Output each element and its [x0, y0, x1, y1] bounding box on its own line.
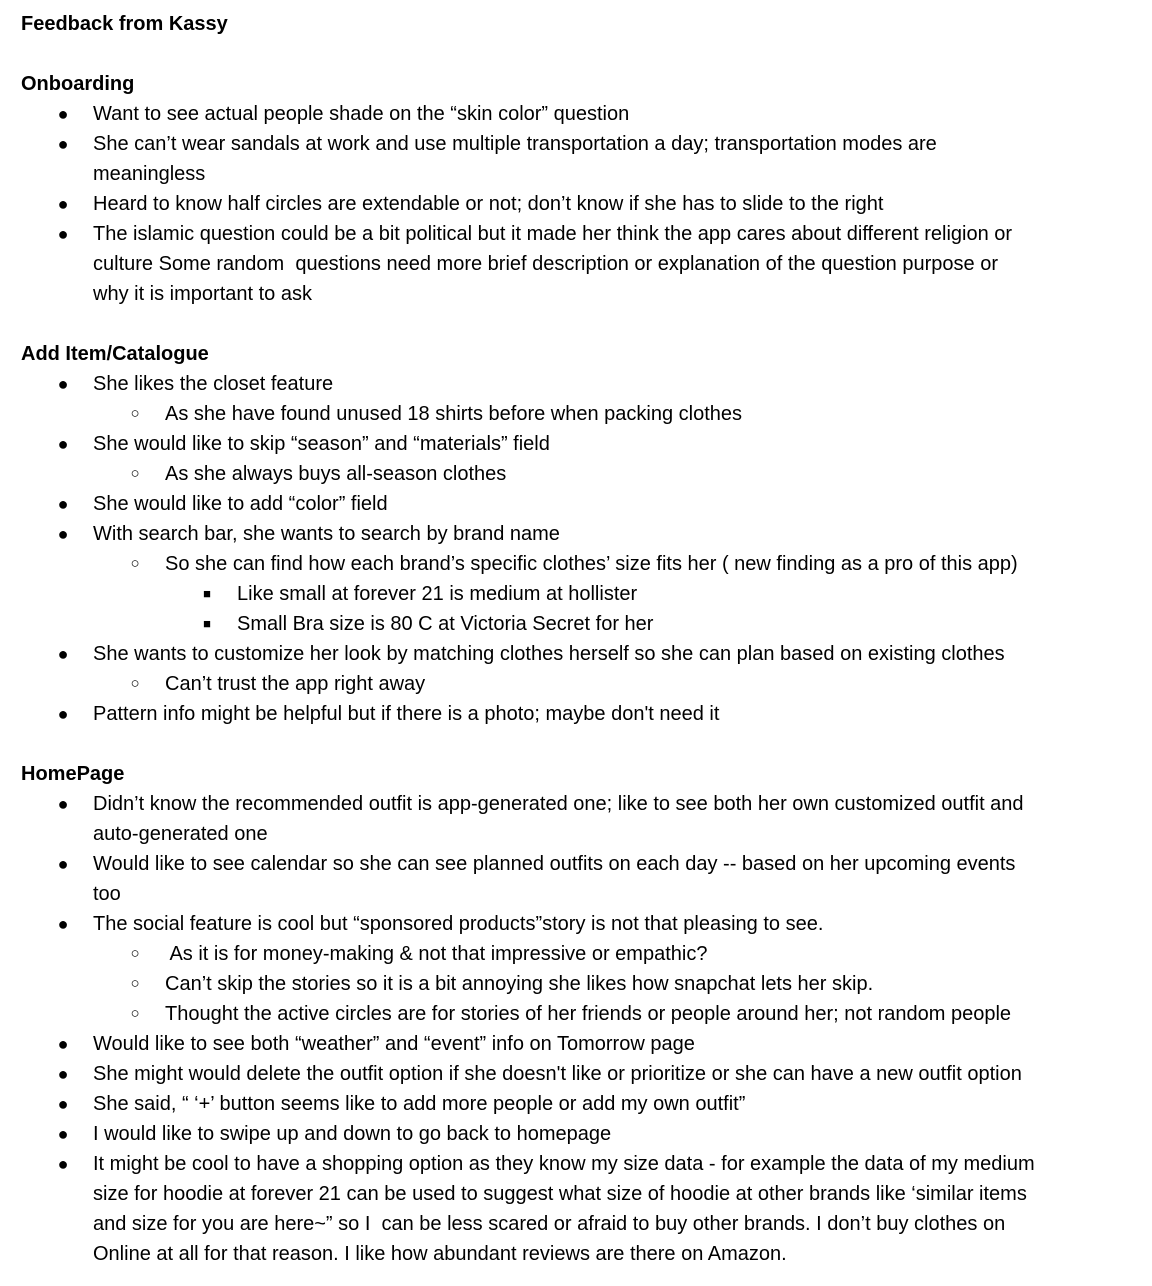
filled-circle-bullet-icon: ● — [57, 524, 69, 544]
list-item — [21, 789, 1152, 819]
section-heading: Onboarding — [21, 73, 135, 95]
list-item-text: Didn’t know the recommended outfit is app-generated one; like to see both her own customized outfit and — [93, 793, 1024, 815]
filled-circle-bullet-icon: ● — [57, 104, 69, 124]
list-item — [21, 369, 1152, 399]
list-item-text: Can’t trust the app right away — [165, 673, 426, 695]
list-item-continuation — [21, 879, 1152, 909]
list-item — [21, 579, 1152, 609]
list-item-text: auto-generated one — [93, 823, 268, 845]
sections-container — [21, 39, 1152, 1269]
list-item-text: too — [93, 883, 121, 905]
list-item-text: why it is important to ask — [93, 283, 312, 305]
list-item-text: With search bar, she wants to search by brand name — [93, 523, 560, 545]
list-item-text: Would like to see calendar so she can see planned outfits on each day -- based on her upcoming events — [93, 853, 1016, 875]
square-bullet-icon: ■ — [203, 616, 211, 631]
list-item-text: She would like to add “color” field — [93, 493, 388, 515]
filled-circle-bullet-icon: ● — [57, 374, 69, 394]
list-item — [21, 939, 1152, 969]
square-bullet-icon: ■ — [203, 586, 211, 601]
list-item-text: Can’t skip the stories so it is a bit annoying she likes how snapchat lets her skip. — [165, 973, 874, 995]
list-item-text: The islamic question could be a bit political but it made her think the app cares about different religion or — [93, 223, 1013, 245]
list-item — [21, 1089, 1152, 1119]
list-item — [21, 399, 1152, 429]
filled-circle-bullet-icon: ● — [57, 224, 69, 244]
section-homepage — [21, 759, 1152, 1269]
filled-circle-bullet-icon: ● — [57, 794, 69, 814]
hollow-circle-bullet-icon: ○ — [130, 405, 140, 422]
list-item-continuation — [21, 819, 1152, 849]
list-item-text: Like small at forever 21 is medium at hollister — [237, 583, 638, 605]
list-item-text: The social feature is cool but “sponsored products”story is not that pleasing to see. — [93, 913, 824, 935]
filled-circle-bullet-icon: ● — [57, 1154, 69, 1174]
filled-circle-bullet-icon: ● — [57, 704, 69, 724]
list-item — [21, 909, 1152, 939]
list-item — [21, 699, 1152, 729]
blank-line — [21, 39, 1152, 69]
list-item-continuation — [21, 159, 1152, 189]
document-title: Feedback from Kassy — [21, 13, 228, 35]
list-item — [21, 669, 1152, 699]
section-heading: Add Item/Catalogue — [21, 343, 209, 365]
list-item-text: She likes the closet feature — [93, 373, 334, 395]
list-item-continuation — [21, 279, 1152, 309]
list-item-text: As she always buys all-season clothes — [165, 463, 507, 485]
section-add-item-catalogue — [21, 339, 1152, 729]
list-item-text: Thought the active circles are for stories of her friends or people around her; not random people — [165, 1003, 1012, 1025]
filled-circle-bullet-icon: ● — [57, 1124, 69, 1144]
list-item-text: She would like to skip “season” and “materials” field — [93, 433, 550, 455]
list-item-text: Small Bra size is 80 C at Victoria Secret for her — [237, 613, 654, 635]
filled-circle-bullet-icon: ● — [57, 644, 69, 664]
list-item-text: and size for you are here~” so I can be less scared or afraid to buy other brands. I don’t buy clothes on — [93, 1213, 1006, 1235]
filled-circle-bullet-icon: ● — [57, 134, 69, 154]
list-item — [21, 1029, 1152, 1059]
filled-circle-bullet-icon: ● — [57, 494, 69, 514]
hollow-circle-bullet-icon: ○ — [130, 975, 140, 992]
list-item — [21, 189, 1152, 219]
filled-circle-bullet-icon: ● — [57, 1034, 69, 1054]
list-item-text: So she can find how each brand’s specific clothes’ size fits her ( new finding as a pro of this app) — [165, 553, 1018, 575]
list-item-text: As she have found unused 18 shirts before when packing clothes — [165, 403, 743, 425]
list-item — [21, 1149, 1152, 1179]
list-item-text: She wants to customize her look by matching clothes herself so she can plan based on existing clothes — [93, 643, 1005, 665]
hollow-circle-bullet-icon: ○ — [130, 675, 140, 692]
filled-circle-bullet-icon: ● — [57, 1094, 69, 1114]
filled-circle-bullet-icon: ● — [57, 434, 69, 454]
list-item-continuation — [21, 249, 1152, 279]
list-item-text: As it is for money-making & not that impressive or empathic? — [165, 943, 708, 965]
hollow-circle-bullet-icon: ○ — [130, 1005, 140, 1022]
list-item-text: She might would delete the outfit option if she doesn't like or prioritize or she can have a new outfit option — [93, 1063, 1022, 1085]
list-item-text: culture Some random questions need more brief description or explanation of the question purpose or — [93, 253, 998, 275]
list-item — [21, 639, 1152, 669]
list-item — [21, 849, 1152, 879]
list-item — [21, 219, 1152, 249]
hollow-circle-bullet-icon: ○ — [130, 555, 140, 572]
list-item — [21, 1119, 1152, 1149]
blank-line — [21, 729, 1152, 759]
list-item-text: Online at all for that reason. I like how abundant reviews are there on Amazon. — [93, 1243, 787, 1265]
list-item-text: Want to see actual people shade on the “skin color” question — [93, 103, 630, 125]
list-item — [21, 999, 1152, 1029]
list-item — [21, 99, 1152, 129]
list-item-text: Pattern info might be helpful but if there is a photo; maybe don't need it — [93, 703, 720, 725]
list-item-text: Would like to see both “weather” and “event” info on Tomorrow page — [93, 1033, 695, 1055]
list-item — [21, 1059, 1152, 1089]
list-item — [21, 489, 1152, 519]
list-item-text: size for hoodie at forever 21 can be used to suggest what size of hoodie at other brands like ‘similar items — [93, 1183, 1027, 1205]
list-item — [21, 969, 1152, 999]
filled-circle-bullet-icon: ● — [57, 854, 69, 874]
list-item — [21, 549, 1152, 579]
section-onboarding — [21, 69, 1152, 309]
list-item — [21, 129, 1152, 159]
section-heading: HomePage — [21, 763, 125, 785]
list-item — [21, 609, 1152, 639]
list-item-text: meaningless — [93, 163, 206, 185]
list-item — [21, 519, 1152, 549]
list-item-text: She can’t wear sandals at work and use multiple transportation a day; transportation modes are — [93, 133, 937, 155]
filled-circle-bullet-icon: ● — [57, 194, 69, 214]
blank-line — [21, 309, 1152, 339]
filled-circle-bullet-icon: ● — [57, 914, 69, 934]
filled-circle-bullet-icon: ● — [57, 1064, 69, 1084]
list-item-text: She said, “ ‘+’ button seems like to add more people or add my own outfit” — [93, 1093, 746, 1115]
list-item — [21, 459, 1152, 489]
list-item-continuation — [21, 1239, 1152, 1269]
list-item-continuation — [21, 1209, 1152, 1239]
list-item-continuation — [21, 1179, 1152, 1209]
hollow-circle-bullet-icon: ○ — [130, 945, 140, 962]
hollow-circle-bullet-icon: ○ — [130, 465, 140, 482]
list-item-text: Heard to know half circles are extendable or not; don’t know if she has to slide to the right — [93, 193, 884, 215]
list-item-text: It might be cool to have a shopping option as they know my size data - for example the data of my medium — [93, 1153, 1035, 1175]
list-item-text: I would like to swipe up and down to go back to homepage — [93, 1123, 612, 1145]
list-item — [21, 429, 1152, 459]
